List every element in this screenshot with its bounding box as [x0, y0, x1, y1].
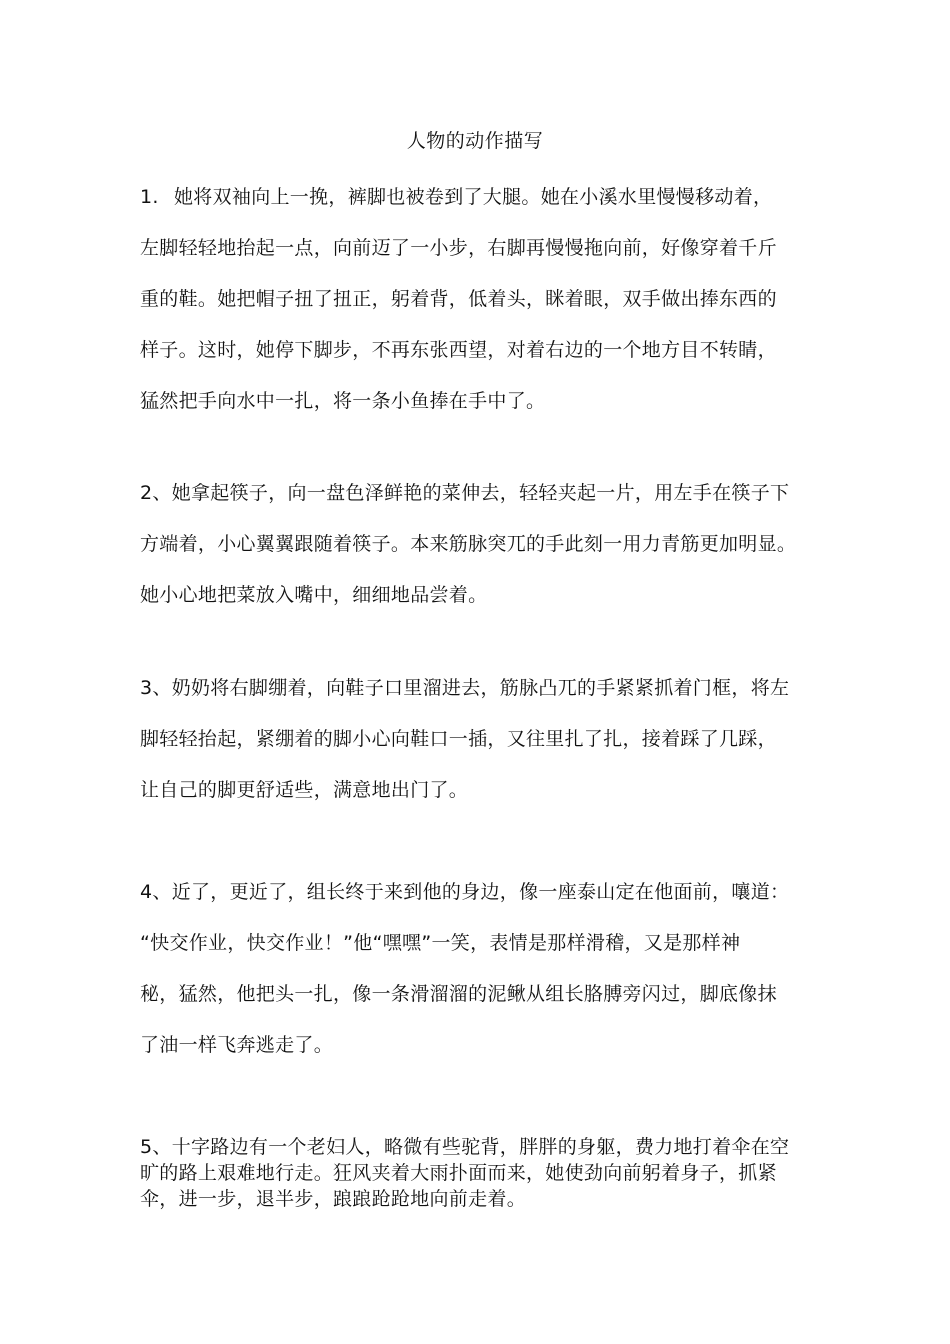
paragraph-line: 4、近了，更近了，组长终于来到他的身边，像一座泰山定在他面前，嚷道：: [140, 881, 790, 903]
paragraph-1: [140, 172, 820, 427]
paragraph-line: 重的鞋。她把帽子扭了扭正，躬着背，低着头，眯着眼，双手做出捧东西的: [140, 288, 777, 310]
paragraph-line: 让自己的脚更舒适些，满意地出门了。: [140, 779, 469, 801]
paragraph-3: [140, 663, 820, 816]
paragraph-line: 旷的路上艰难地行走。狂风夹着大雨扑面而来，她使劲向前躬着身子，抓紧: [140, 1162, 777, 1184]
document-title: 人物的动作描写: [406, 130, 544, 152]
paragraph-line: 方端着，小心翼翼跟随着筷子。本来筋脉突兀的手此刻一用力青筋更加明显。: [140, 533, 797, 555]
paragraph-2: [140, 468, 820, 621]
paragraph-number: 1.: [140, 186, 159, 208]
paragraph-line: 3、奶奶将右脚绷着，向鞋子口里溜进去，筋脉凸兀的手紧紧抓着门框，将左: [140, 677, 790, 699]
paragraph-line: 了油一样飞奔逃走了。: [140, 1034, 334, 1056]
paragraph-line: 2、她拿起筷子，向一盘色泽鲜艳的菜伸去，轻轻夹起一片，用左手在筷子下: [140, 482, 790, 504]
paragraph-line: 5、十字路边有一个老妇人，略微有些驼背，胖胖的身躯，费力地打着伞在空: [140, 1136, 790, 1158]
paragraph-5: [140, 1134, 820, 1212]
paragraph-line: 伞，进一步，退半步，踉踉跄跄地向前走着。: [140, 1188, 527, 1210]
paragraph-line: “快交作业，快交作业！”他“嘿嘿”一笑，表情是那样滑稽，又是那样神: [140, 932, 741, 954]
paragraph-line: 左脚轻轻地抬起一点，向前迈了一小步，右脚再慢慢拖向前，好像穿着千斤: [140, 237, 777, 259]
paragraph-line: 样子。这时，她停下脚步，不再东张西望，对着右边的一个地方目不转睛，: [140, 339, 777, 361]
paragraph-line: 猛然把手向水中一扎，将一条小鱼捧在手中了。: [140, 390, 546, 412]
paragraph-line: 脚轻轻抬起，紧绷着的脚小心向鞋口一插，又往里扎了扎，接着踩了几踩，: [140, 728, 777, 750]
paragraph-line: 她小心地把菜放入嘴中，细细地品尝着。: [140, 584, 488, 606]
paragraph-line: 1. 她将双袖向上一挽，裤脚也被卷到了大腿。她在小溪水里慢慢移动着，: [140, 172, 820, 223]
paragraph-line: 秘，猛然，他把头一扎，像一条滑溜溜的泥鳅从组长胳膊旁闪过，脚底像抹: [140, 983, 777, 1005]
paragraph-4: [140, 867, 820, 1071]
